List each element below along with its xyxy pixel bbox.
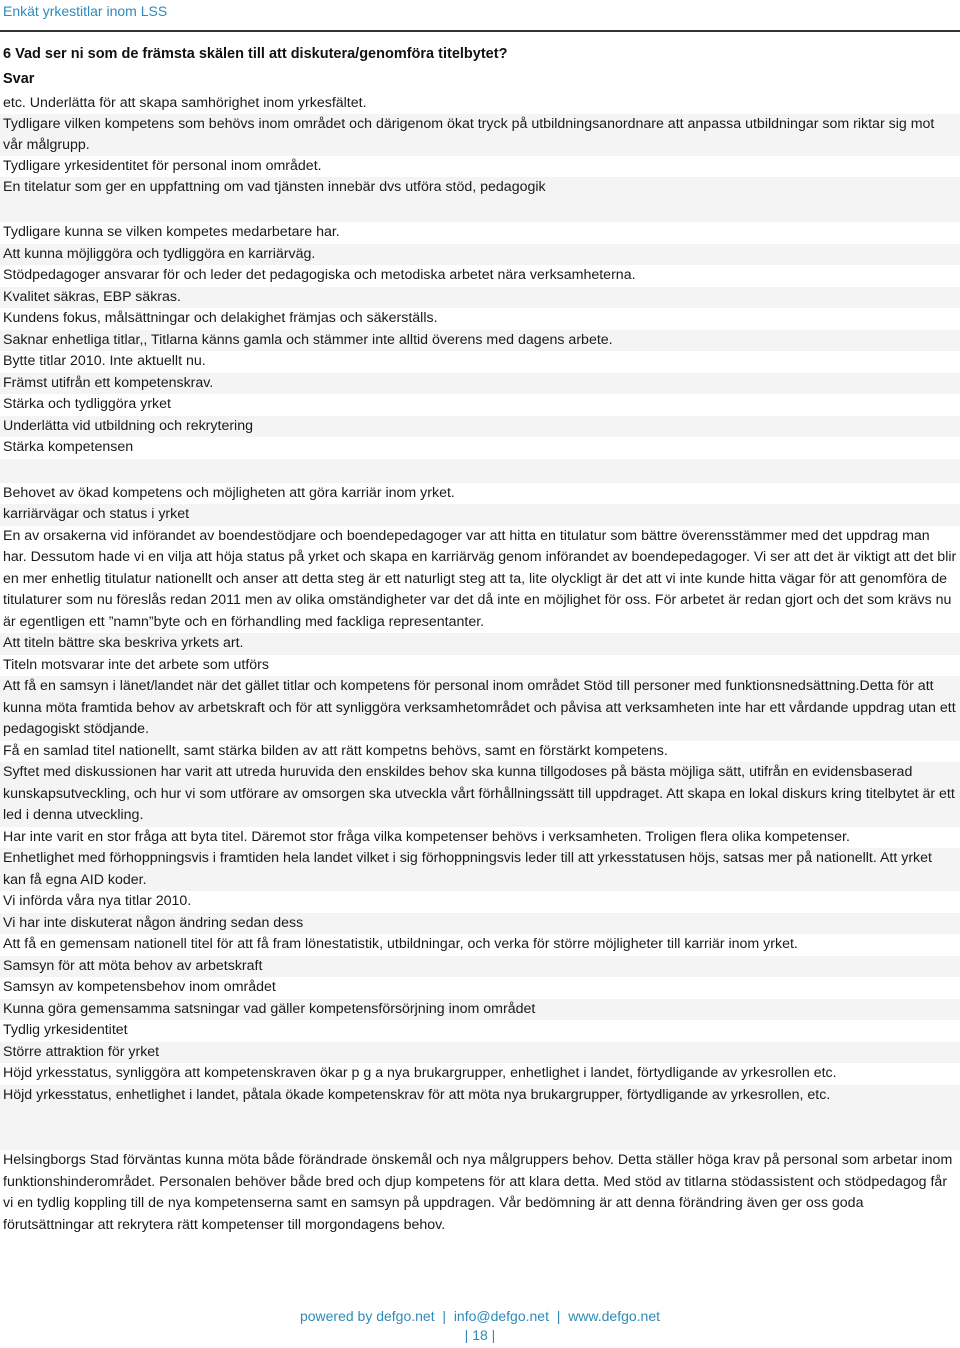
list-item: Vi införda våra nya titlar 2010.: [3, 893, 192, 909]
list-item: Helsingborgs Stad förväntas kunna möta både förändrade önskemål och nya målgruppers behov. Detta ställer höga krav på personal som arbetar inom funktionshinderområdet. Personalen behöver både bred och djup kompetens för att klara detta. Med stöd av titlarna stödassistent och stödpedagog får vi en tydlig koppling till de nya kompetenserna samt en samsyn på uppdragen. Vår bedömning är att denna förändring även ger oss goda förutsättningar att rekrytera rätt kompetenser till morgondagens behov.: [3, 1152, 953, 1233]
list-item: karriärvägar och status i yrket: [0, 504, 960, 526]
list-item: Att kunna möjliggöra och tydliggöra en karriärväg.: [0, 244, 960, 266]
list-item: Bytte titlar 2010. Inte aktuellt nu.: [3, 353, 206, 369]
header-divider: [0, 30, 960, 32]
email-link[interactable]: info@defgo.net: [453, 1308, 549, 1324]
list-item: Höjd yrkesstatus, synliggöra att kompetenskraven ökar p g a nya brukargrupper, enhetlighet i landet, förtydligande av yrkesrollen etc.: [3, 1065, 837, 1081]
footer-separator: |: [552, 1308, 565, 1324]
list-item: Stärka kompetensen: [3, 439, 134, 455]
list-item: Kunna göra gemensamma satsningar vad gäller kompetensförsörjning inom området: [0, 999, 960, 1021]
list-item: etc. Underlätta för att skapa samhörighet inom yrkesfältet.: [3, 95, 367, 111]
list-item: Att titeln bättre ska beskriva yrkets art.: [0, 633, 960, 655]
question-heading: 6 Vad ser ni som de främsta skälen till att diskutera/genomföra titelbytet?: [3, 46, 508, 62]
list-item: Saknar enhetliga titlar,, Titlarna känns gamla och stämmer inte alltid överens med dagens arbete.: [0, 330, 960, 352]
list-item: Samsyn av kompetensbehov inom området: [3, 979, 276, 995]
page-number-wrap: [0, 1327, 960, 1343]
list-item: Främst utifrån ett kompetenskrav.: [0, 373, 960, 395]
list-item: Höjd yrkesstatus, enhetlighet i landet, påtala ökade kompetenskrav för att möta nya brukargrupper, förtydligande av yrkesrollen, etc.: [0, 1085, 960, 1107]
spacer: [0, 1106, 960, 1150]
list-item: Stödpedagoger ansvarar för och leder det pedagogiska och metodiska arbetet nära verksamheterna.: [3, 267, 636, 283]
list-item: Kundens fokus, målsättningar och delakighet främjas och säkerställs.: [3, 310, 438, 326]
list-item: Tydlig yrkesidentitet: [3, 1022, 128, 1038]
list-item: Underlätta vid utbildning och rekrytering: [0, 416, 960, 438]
footer-separator: |: [464, 1327, 473, 1343]
list-item: Vi har inte diskuterat någon ändring sedan dess: [0, 913, 960, 935]
list-item: En titelatur som ger en uppfattning om vad tjänsten innebär dvs utföra stöd, pedagogik: [0, 177, 960, 198]
list-item: Har inte varit en stor fråga att byta titel. Däremot stor fråga vilka kompetenser behövs i verksamheten. Troligen flera olika kompetenser.: [3, 828, 850, 845]
footer-links: [0, 1308, 960, 1324]
spacer: [0, 459, 960, 483]
powered-by-link[interactable]: powered by defgo.net: [299, 1308, 435, 1324]
survey-title: Enkät yrkestitlar inom LSS: [3, 3, 168, 19]
footer-separator: |: [487, 1327, 496, 1343]
list-item: Tydligare kunna se vilken kompetes medarbetare har.: [3, 224, 340, 240]
list-item: Syftet med diskussionen har varit att utreda huruvida den enskildes behov ska kunna tillgodoses på bästa möjliga sätt, utifrån en evidensbaserad kunskapsutveckling, och hur vi som utförare av omsorgen ska utveckla vårt förhållningssätt till uppdraget. Att skapa en lokal diskurs kring titelbytet är ett led i denna utveckling.: [0, 762, 960, 827]
website-link[interactable]: www.defgo.net: [568, 1308, 661, 1324]
list-item: En av orsakerna vid införandet av boendestödjare och boendepedagoger var att hitta en titulatur som bättre överensstämmer med det uppdrag man har. Dessutom hade vi en vilja att höja status på yrket och skapa en karriärväg genom införandet av boendepedagoger. Vi ser att det är viktigt att det blir en mer enhetlig titulatur nationellt och anser att detta steg är ett naturligt steg att ta, lite olyckligt är det att vi inte kunde hitta vägar för att genomföra de titulaturer som nu föreslås redan 2011 men av olika omständigheter var det då inte en möjlighet för oss. För arbetet är redan gjort och det som krävs nu är egentligen ett ”namn”byte och en förhandling med fackliga representanter.: [3, 527, 957, 630]
list-item: Kvalitet säkras, EBP säkras.: [0, 287, 960, 309]
spacer: [0, 198, 960, 222]
answer-label: Svar: [3, 71, 35, 87]
list-item: Att få en gemensam nationell titel för att få fram lönestatistik, utbildningar, och verka för större möjligheter till karriär inom yrket.: [3, 936, 798, 952]
list-item: Tydligare yrkesidentitet för personal inom området.: [3, 158, 322, 174]
answer-list: [0, 93, 960, 1236]
list-item: Tydligare vilken kompetens som behövs inom området och därigenom ökat tryck på utbildningsanordnare att anpassa utbildningar som riktar sig mot vår målgrupp.: [0, 114, 960, 156]
list-item: Behovet av ökad kompetens och möjligheten att göra karriär inom yrket.: [3, 484, 455, 501]
list-item: Större attraktion för yrket: [0, 1042, 960, 1064]
list-item: Stärka och tydliggöra yrket: [3, 396, 171, 412]
list-item: Titeln motsvarar inte det arbete som utförs: [3, 656, 269, 673]
list-item: Att få en samsyn i länet/landet när det gället titlar och kompetens för personal inom området Stöd till personer med funktionsnedsättning.Detta för att kunna möta framtida behov av arbetskraft och för att synliggöra verksamhetområdet och påvisa att verksamheten inte har ett vårdande uppdrag utan ett pedagogiskt stödjande.: [0, 676, 960, 741]
list-item: Samsyn för att möta behov av arbetskraft: [0, 956, 960, 978]
page-number: 18: [472, 1327, 488, 1343]
footer-separator: |: [438, 1308, 450, 1324]
list-item: Få en samlad titel nationellt, samt stärka bilden av att rätt kompetns behövs, samt en förstärkt kompetens.: [3, 742, 668, 759]
list-item: Enhetlighet med förhoppningsvis i framtiden hela landet vilket i sig förhoppningsvis leder till att yrkesstatusen höjs, satsas mer på nationellt. Att yrket kan få egna AID koder.: [0, 848, 960, 891]
